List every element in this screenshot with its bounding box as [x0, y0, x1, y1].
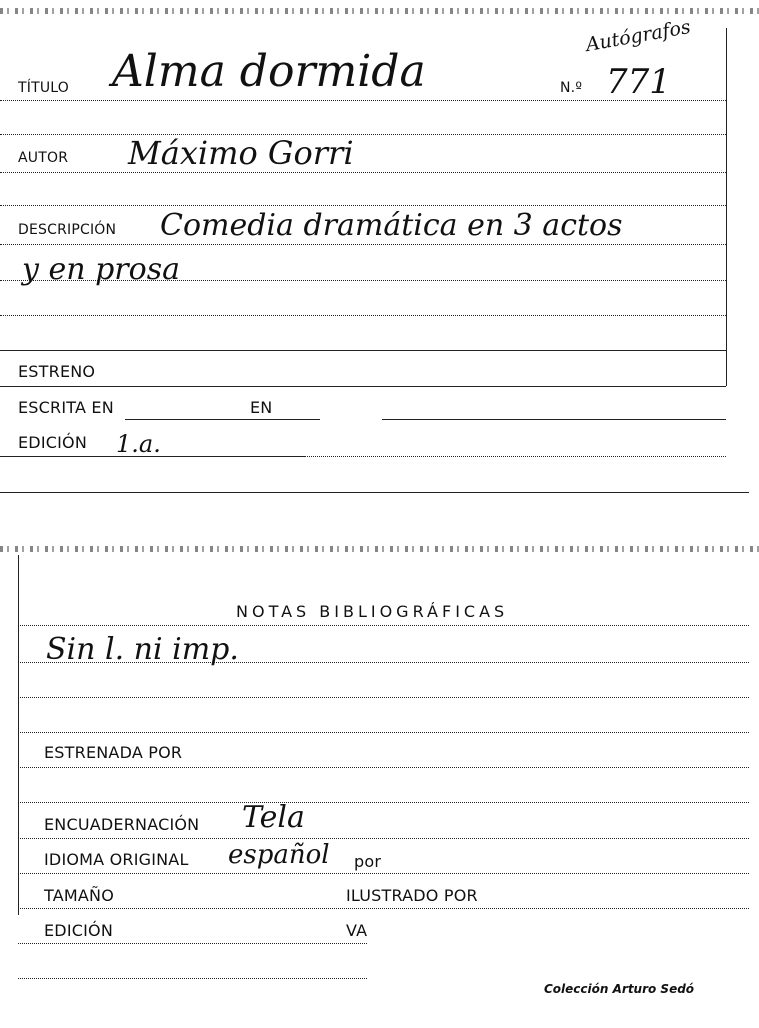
card-left-border [18, 555, 19, 915]
encuadernacion-line [18, 838, 749, 839]
idioma-original-line [18, 873, 749, 874]
va-label: VA [346, 921, 368, 940]
encuadernacion-handwriting: Tela [242, 800, 305, 835]
escrita-en-label: ESCRITA EN [18, 398, 114, 417]
rule-line [0, 134, 726, 135]
rule-line [18, 697, 749, 698]
estreno-label: ESTRENO [18, 362, 96, 381]
card-right-border [726, 28, 727, 386]
en-label: EN [250, 398, 273, 417]
por-label: por [354, 852, 382, 871]
estreno-line [0, 386, 726, 387]
estrenada-por-label: ESTRENADA POR [44, 743, 183, 762]
descripcion-handwriting-2: y en prosa [22, 252, 180, 287]
escrita-en-line [125, 419, 320, 420]
blank-scan-patch [368, 912, 749, 982]
edicion-handwriting: 1.a. [116, 430, 161, 458]
edicion-label: EDICIÓN [18, 433, 88, 452]
rule-line [18, 662, 749, 663]
rule-line [0, 205, 726, 206]
edicion-label-lower: EDICIÓN [44, 921, 114, 940]
tamano-line [18, 908, 749, 909]
descripcion-label: DESCRIPCIÓN [18, 222, 117, 238]
collection-footer: Colección Arturo Sedó [544, 982, 695, 996]
titulo-handwriting: Alma dormida [112, 46, 426, 97]
numero-label: N.º [560, 80, 583, 96]
en-line [382, 419, 726, 420]
notas-handwriting: Sin l. ni imp. [46, 632, 239, 667]
rule-line [0, 280, 726, 281]
edicion-line [0, 456, 305, 457]
scan-edge-noise [0, 8, 759, 14]
rule-line [18, 625, 749, 626]
titulo-label: TÍTULO [18, 80, 69, 96]
descripcion-line [0, 244, 726, 245]
tamano-label: TAMAÑO [44, 886, 114, 905]
corner-note-handwriting: Autógrafos [584, 15, 693, 57]
autor-handwriting: Máximo Gorri [128, 134, 354, 172]
rule-line [0, 315, 726, 316]
descripcion-handwriting-1: Comedia dramática en 3 actos [160, 208, 623, 243]
notas-bibliograficas-heading: NOTAS BIBLIOGRÁFICAS [236, 602, 509, 621]
edicion-line-continued [305, 456, 726, 457]
rule-line [0, 350, 726, 351]
idioma-original-handwriting: español [228, 840, 330, 870]
autor-line [0, 172, 726, 173]
autor-label: AUTOR [18, 150, 69, 166]
encuadernacion-label: ENCUADERNACIÓN [44, 815, 200, 834]
scan-edge-noise [0, 546, 759, 552]
idioma-original-label: IDIOMA ORIGINAL [44, 850, 189, 869]
rule-line [18, 732, 749, 733]
numero-handwriting: 771 [606, 62, 671, 102]
titulo-line [0, 100, 726, 101]
estrenada-por-line [18, 767, 749, 768]
rule-line [18, 802, 749, 803]
card-bottom-edge [0, 492, 749, 493]
ilustrado-por-label: ILUSTRADO POR [346, 886, 478, 905]
